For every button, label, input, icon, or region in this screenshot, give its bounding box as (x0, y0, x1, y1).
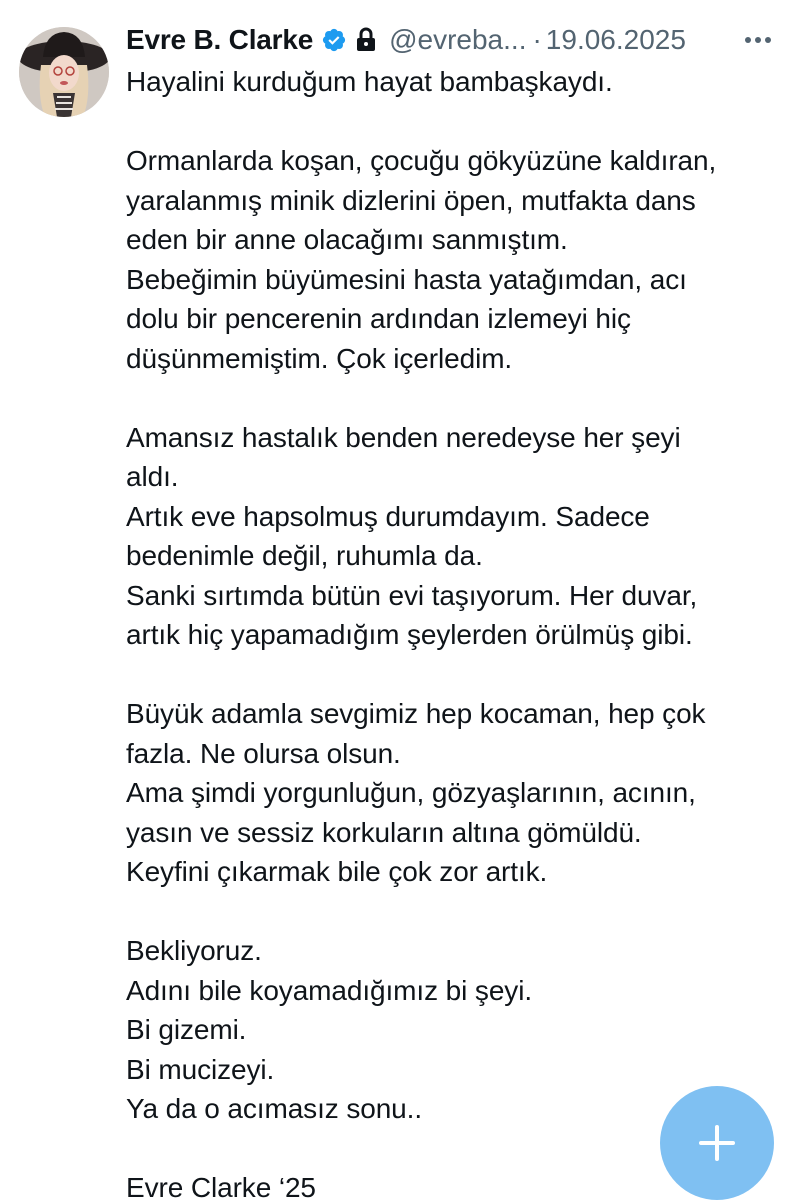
post-line: bedenimle değil, ruhumla da. (126, 540, 483, 571)
post-text (126, 62, 776, 1200)
paragraph-gap (126, 102, 776, 142)
plus-icon (697, 1123, 737, 1163)
post-line: yasın ve sessiz korkuların altına gömüldü. (126, 816, 642, 848)
author-name[interactable]: Evre B. Clarke (126, 24, 314, 55)
more-options-icon[interactable] (738, 24, 778, 56)
post-line: Hayalini kurduğum hayat bambaşkaydı. (126, 66, 613, 97)
post-line: Bekliyoruz. (126, 935, 262, 966)
post-line: artık hiç yapamadığım şeylerden örülmüş gibi. (126, 619, 693, 650)
verified-badge-icon (321, 27, 347, 53)
post-signature: Evre Clarke ‘25 (126, 1172, 316, 1200)
author-handle[interactable]: @evreba... (389, 24, 527, 55)
post-line: Sanki sırtımda bütün evi taşıyorum. Her duvar, (126, 579, 698, 611)
post-line: Keyfini çıkarmak bile çok zor artık. (126, 856, 548, 887)
lock-icon (355, 27, 377, 53)
post-line: Bebeğimin büyümesini hasta yatağımdan, acı (126, 263, 687, 295)
post-line: aldı. (126, 461, 179, 492)
post-line: Amansız hastalık benden neredeyse her şeyi (126, 421, 681, 453)
separator-dot: · (532, 24, 542, 55)
post-line: dolu bir pencerenin ardından izlemeyi hiç (126, 303, 631, 334)
post-line: Ormanlarda koşan, çocuğu gökyüzüne kaldıran, (126, 145, 717, 176)
post-line: Artık eve hapsolmuş durumdayım. Sadece (126, 500, 650, 532)
paragraph-gap (126, 378, 776, 418)
post-line: yaralanmış minik dizlerini öpen, mutfakta dans (126, 184, 696, 216)
post-line: Ya da o acımasız sonu.. (126, 1093, 423, 1124)
post-line: düşünmemiştim. Çok içerledim. (126, 342, 513, 374)
post-line: Bi gizemi. (126, 1014, 247, 1045)
tweet-header (126, 22, 776, 58)
post-date[interactable]: 19.06.2025 (545, 24, 686, 55)
post-line: Büyük adamla sevgimiz hep kocaman, hep çok (126, 698, 706, 729)
avatar-photo (19, 27, 109, 117)
post-line: Adını bile koyamadığımız bi şeyi. (126, 974, 532, 1006)
avatar[interactable] (19, 27, 109, 117)
paragraph-gap (126, 655, 776, 695)
post-line: Bi mucizeyi. (126, 1053, 275, 1085)
post-line: eden bir anne olacağımı sanmıştım. (126, 224, 568, 255)
compose-button[interactable] (660, 1086, 774, 1200)
paragraph-gap (126, 892, 776, 932)
post-line: fazla. Ne olursa olsun. (126, 737, 401, 769)
post-line: Ama şimdi yorgunluğun, gözyaşlarının, acının, (126, 777, 696, 808)
